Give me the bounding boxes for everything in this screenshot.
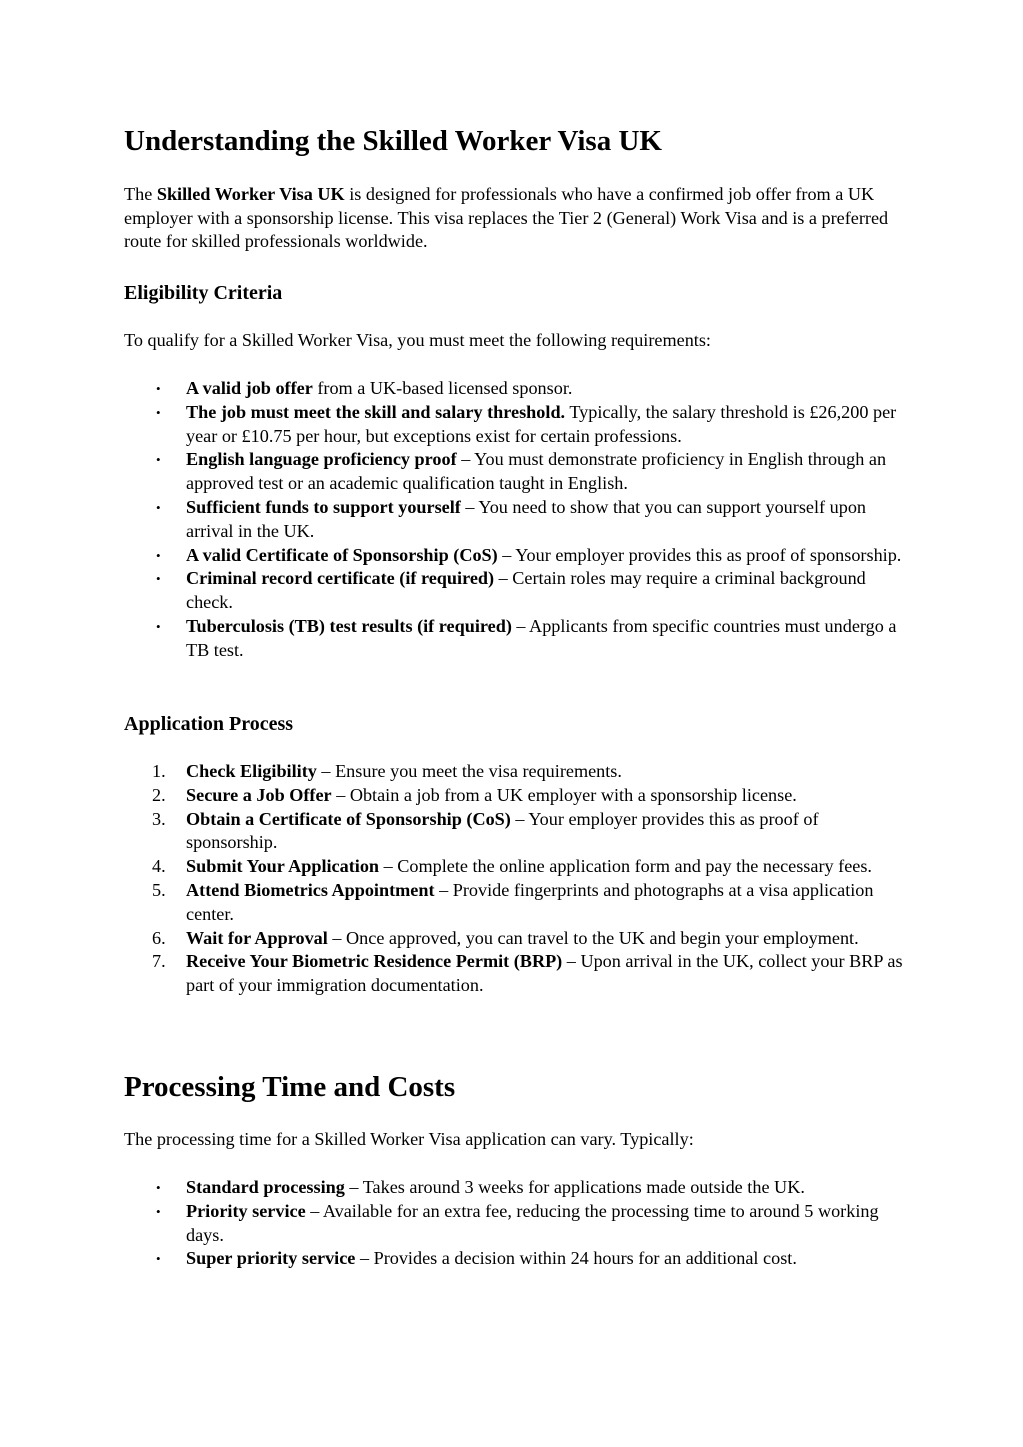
list-item-bold: Submit Your Application	[186, 856, 380, 877]
eligibility-lead: To qualify for a Skilled Worker Visa, you must meet the following requirements:	[124, 330, 711, 350]
processing-lead: The processing time for a Skilled Worker Visa application can vary. Typically:	[124, 1129, 694, 1149]
list-item-text	[186, 377, 904, 401]
list-item	[124, 760, 904, 784]
list-item	[124, 879, 904, 927]
list-item	[124, 567, 904, 615]
list-number: 2.	[152, 784, 166, 805]
list-item-body: – Provides a decision within 24 hours for an additional cost.	[355, 1248, 797, 1269]
list-item-body: – Ensure you meet the visa requirements.	[316, 761, 622, 781]
list-item	[124, 927, 904, 951]
processing-heading: Processing Time and Costs	[124, 1071, 456, 1103]
list-item-bold: The job must meet the skill and salary threshold.	[186, 401, 566, 422]
list-item-body: – Your employer provides this as proof of sponsorship.	[186, 808, 819, 853]
bullet-marker: •	[156, 1180, 161, 1195]
list-item-text	[186, 567, 904, 615]
list-item-bold: Wait for Approval	[186, 927, 328, 948]
list-item-body: – Obtain a job from a UK employer with a sponsorship license.	[331, 784, 797, 805]
list-number: 4.	[152, 856, 166, 877]
list-number: 5.	[152, 879, 166, 900]
bullet-marker: •	[156, 1251, 161, 1267]
list-item-text	[186, 401, 904, 449]
list-item-bold: Standard processing	[186, 1177, 345, 1197]
list-item-text	[186, 544, 904, 568]
list-item-body: – Available for an extra fee, reducing the processing time to around 5 working days.	[186, 1200, 879, 1245]
list-item-bold: Obtain a Certificate of Sponsorship (CoS)	[186, 808, 511, 829]
list-item	[124, 377, 904, 401]
list-item-body: – Upon arrival in the UK, collect your BRP as part of your immigration documentation.	[186, 951, 903, 996]
intro-paragraph	[124, 183, 904, 254]
list-item-bold: Attend Biometrics Appointment	[186, 879, 435, 900]
bullet-marker: •	[156, 404, 161, 420]
list-item-bold: English language proficiency proof	[186, 449, 457, 470]
list-item	[124, 1200, 904, 1248]
list-item-bold: A valid Certificate of Sponsorship (CoS)	[186, 544, 498, 565]
list-item-body: – Applicants from specific countries must undergo a TB test.	[186, 615, 897, 660]
list-item-bold: Criminal record certificate (if required)	[186, 568, 495, 589]
list-item-bold: Super priority service	[186, 1248, 356, 1269]
list-item-body: – Your employer provides this as proof of sponsorship.	[497, 544, 902, 565]
list-item-body: – Certain roles may require a criminal background check.	[186, 568, 866, 613]
list-item-body: from a UK-based licensed sponsor.	[312, 378, 573, 398]
list-item	[124, 1176, 904, 1200]
list-item-bold: Priority service	[186, 1200, 306, 1221]
list-number: 1.	[152, 761, 166, 781]
list-item	[124, 615, 904, 663]
bullet-marker: •	[156, 571, 161, 587]
list-item-text	[186, 808, 904, 856]
list-item-text	[186, 784, 904, 808]
list-item	[124, 448, 904, 496]
intro-pre: The	[124, 184, 157, 204]
list-item	[124, 1247, 904, 1271]
list-item	[124, 950, 904, 998]
list-item	[124, 401, 904, 449]
eligibility-heading: Eligibility Criteria	[124, 282, 283, 304]
list-item-body: – Once approved, you can travel to the UK and begin your employment.	[327, 927, 859, 948]
list-item-bold: Secure a Job Offer	[186, 784, 332, 805]
list-item-body: – Provide fingerprints and photographs at a visa application center.	[186, 879, 874, 924]
page-title: Understanding the Skilled Worker Visa UK	[124, 125, 662, 157]
list-item-body: Typically, the salary threshold is £26,200 per year or £10.75 per hour, but exceptions exist for certain professions.	[186, 401, 897, 446]
list-item	[124, 855, 904, 879]
list-item-text	[186, 855, 904, 879]
list-item-text	[186, 448, 904, 496]
bullet-marker: •	[156, 452, 161, 468]
list-item	[124, 784, 904, 808]
list-item-body: – Takes around 3 weeks for applications made outside the UK.	[344, 1177, 805, 1197]
list-item-text	[186, 496, 904, 544]
list-item-body: – Complete the online application form and pay the necessary fees.	[379, 856, 872, 877]
list-item-bold: A valid job offer	[186, 378, 313, 398]
list-item	[124, 808, 904, 856]
application-list	[124, 760, 904, 998]
processing-list	[124, 1176, 904, 1271]
list-item-bold: Tuberculosis (TB) test results (if required)	[186, 615, 512, 636]
list-number: 7.	[152, 951, 166, 972]
list-item-body: – You must demonstrate proficiency in English through an approved test or an academic qualification taught in English.	[186, 449, 887, 494]
bullet-marker: •	[156, 547, 161, 563]
list-item	[124, 496, 904, 544]
eligibility-list	[124, 377, 904, 663]
list-item-bold: Sufficient funds to support yourself	[186, 496, 461, 517]
bullet-marker: •	[156, 381, 161, 396]
list-item-text	[186, 950, 904, 998]
list-item-body: – You need to show that you can support yourself upon arrival in the UK.	[186, 496, 867, 541]
bullet-marker: •	[156, 499, 161, 515]
intro-bold: Skilled Worker Visa UK	[156, 184, 345, 204]
list-item	[124, 544, 904, 568]
list-item-text	[186, 1176, 904, 1200]
bullet-marker: •	[156, 618, 161, 634]
list-number: 6.	[152, 927, 166, 948]
list-item-text	[186, 760, 904, 784]
list-item-text	[186, 1247, 904, 1271]
list-number: 3.	[152, 808, 166, 829]
application-heading: Application Process	[124, 713, 294, 735]
list-item-text	[186, 1200, 904, 1248]
bullet-marker: •	[156, 1203, 161, 1219]
list-item-text	[186, 927, 904, 951]
list-item-text	[186, 879, 904, 927]
intro-post: is designed for professionals who have a confirmed job offer from a UK employer with a sponsorship license. This visa replaces the Tier 2 (General) Work Visa and is a preferred route for skilled professionals worldwide.	[124, 184, 889, 252]
list-item-bold: Receive Your Biometric Residence Permit (BRP)	[186, 951, 563, 972]
list-item-bold: Check Eligibility	[186, 761, 317, 781]
list-item-text	[186, 615, 904, 663]
